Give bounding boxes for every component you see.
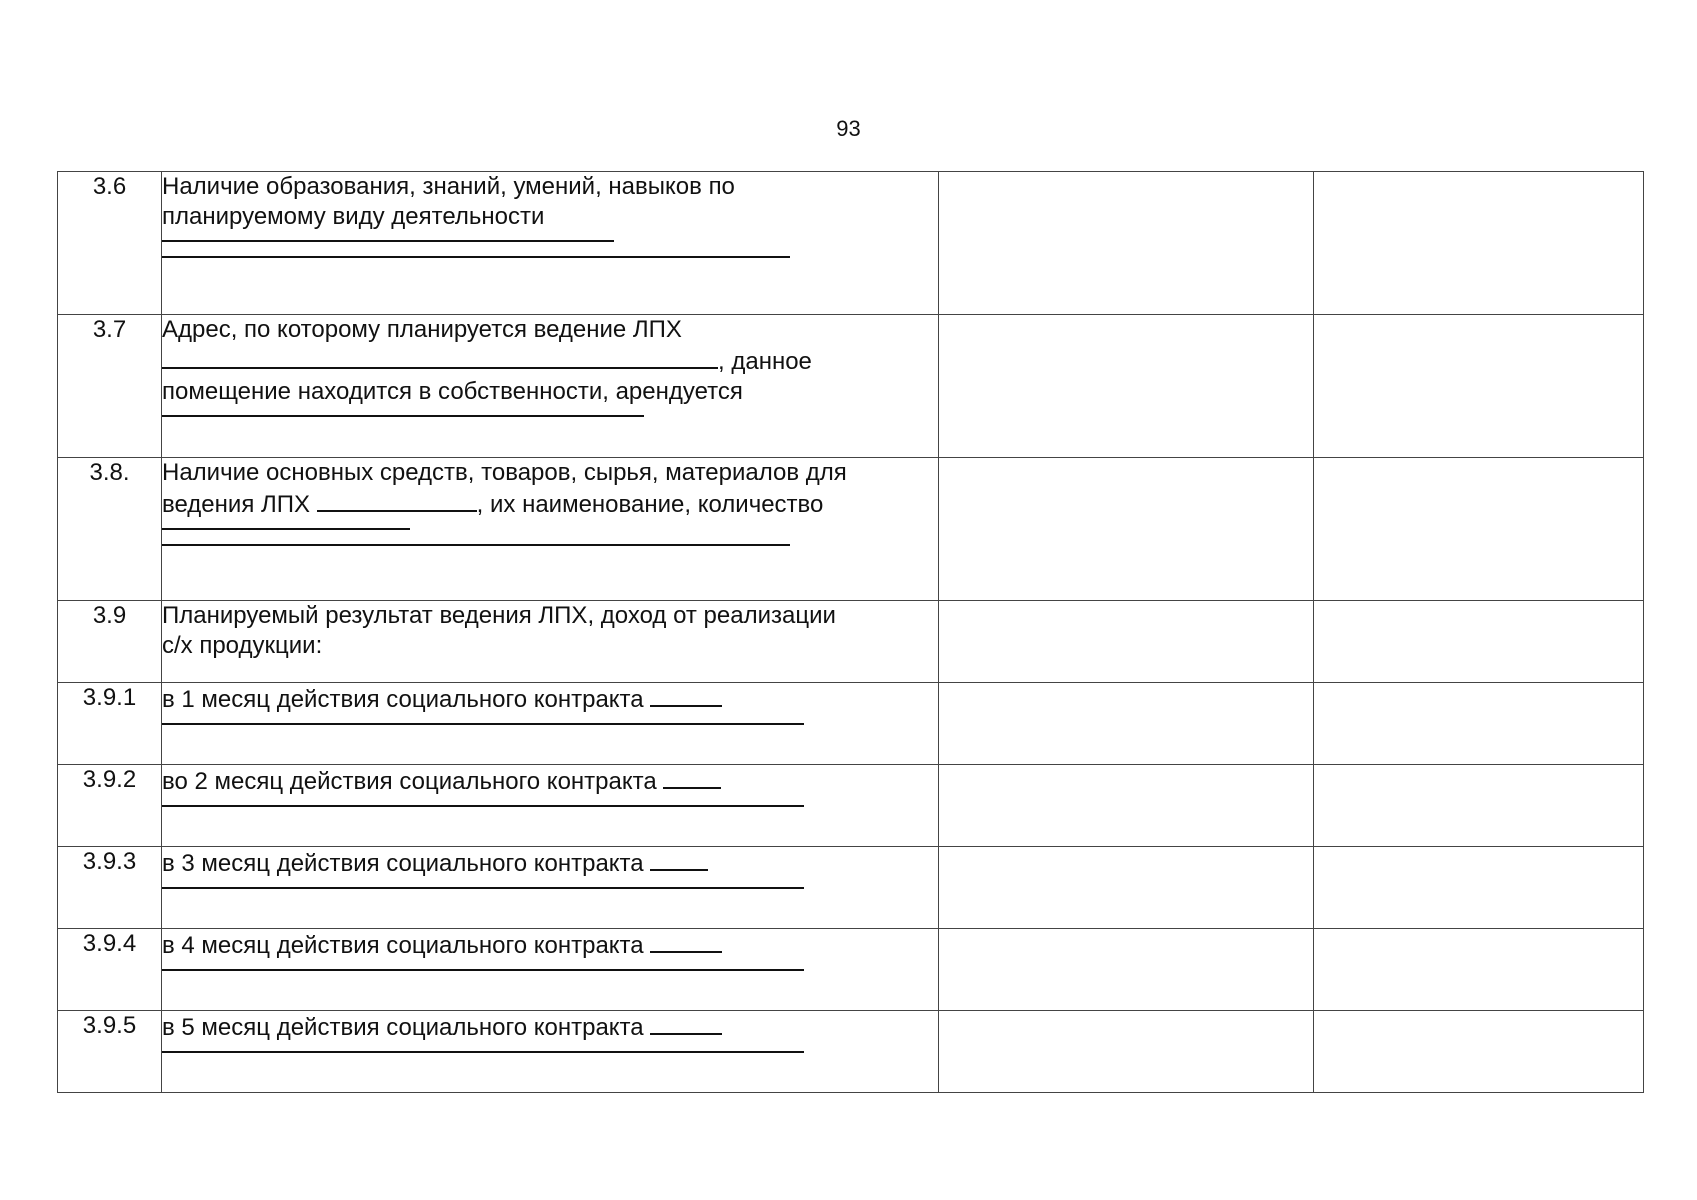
- row-description: [162, 765, 939, 847]
- row-number: 3.7: [58, 315, 162, 458]
- row-text-line: с/х продукции:: [162, 632, 323, 659]
- fill-in-blank-line[interactable]: [162, 1043, 804, 1053]
- fill-in-blank-line[interactable]: [162, 520, 410, 530]
- empty-cell[interactable]: [939, 847, 1314, 929]
- fill-in-blank-line[interactable]: [162, 797, 804, 807]
- row-description: [162, 458, 939, 601]
- row-text-fragment: в 1 месяц действия социального контракта: [162, 686, 644, 713]
- row-text-fragment: в 3 месяц действия социального контракта: [162, 850, 644, 877]
- table-row: [58, 601, 1644, 683]
- table-row: [58, 172, 1644, 315]
- fill-in-blank-line[interactable]: [663, 765, 721, 789]
- table-row: [58, 458, 1644, 601]
- row-description: [162, 601, 939, 683]
- row-text-fragment: ведения ЛПХ: [162, 491, 310, 518]
- fill-in-blank-line[interactable]: [162, 536, 790, 546]
- row-number: 3.9.2: [58, 765, 162, 847]
- fill-in-blank-line[interactable]: [162, 232, 614, 242]
- fill-in-blank-line[interactable]: [317, 488, 477, 512]
- row-description: [162, 847, 939, 929]
- empty-cell[interactable]: [1314, 847, 1644, 929]
- empty-cell[interactable]: [1314, 683, 1644, 765]
- table-row: [58, 929, 1644, 1011]
- row-number: 3.6: [58, 172, 162, 315]
- fill-in-blank-line[interactable]: [650, 847, 708, 871]
- empty-cell[interactable]: [939, 683, 1314, 765]
- table-row: [58, 1011, 1644, 1093]
- row-description: [162, 929, 939, 1011]
- row-text-line: Наличие образования, знаний, умений, навыков по: [162, 173, 735, 200]
- row-number: 3.9.3: [58, 847, 162, 929]
- row-text-line: помещение находится в собственности, арендуется: [162, 378, 743, 405]
- row-text-fragment: во 2 месяц действия социального контракта: [162, 768, 657, 795]
- empty-cell[interactable]: [1314, 765, 1644, 847]
- fill-in-blank-line[interactable]: [162, 345, 718, 369]
- fill-in-blank-line[interactable]: [162, 715, 804, 725]
- empty-cell[interactable]: [1314, 601, 1644, 683]
- empty-cell[interactable]: [939, 1011, 1314, 1093]
- empty-cell[interactable]: [939, 601, 1314, 683]
- fill-in-blank-line[interactable]: [650, 683, 722, 707]
- row-description: [162, 683, 939, 765]
- fill-in-blank-line[interactable]: [162, 248, 790, 258]
- row-text-fragment: , данное: [718, 348, 812, 375]
- empty-cell[interactable]: [939, 315, 1314, 458]
- table-row: [58, 765, 1644, 847]
- row-number: 3.9.1: [58, 683, 162, 765]
- row-text-line: Планируемый результат ведения ЛПХ, доход от реализации: [162, 602, 836, 629]
- empty-cell[interactable]: [939, 458, 1314, 601]
- fill-in-blank-line[interactable]: [162, 407, 644, 417]
- row-text-line: Адрес, по которому планируется ведение ЛПХ: [162, 316, 682, 343]
- empty-cell[interactable]: [1314, 929, 1644, 1011]
- row-text-line: Наличие основных средств, товаров, сырья, материалов для: [162, 459, 847, 486]
- empty-cell[interactable]: [939, 765, 1314, 847]
- row-text-fragment: в 5 месяц действия социального контракта: [162, 1014, 644, 1041]
- row-description: [162, 1011, 939, 1093]
- row-number: 3.8.: [58, 458, 162, 601]
- fill-in-blank-line[interactable]: [162, 879, 804, 889]
- row-text-fragment: в 4 месяц действия социального контракта: [162, 932, 644, 959]
- row-number: 3.9: [58, 601, 162, 683]
- empty-cell[interactable]: [1314, 1011, 1644, 1093]
- table-row: [58, 315, 1644, 458]
- empty-cell[interactable]: [939, 172, 1314, 315]
- row-number: 3.9.4: [58, 929, 162, 1011]
- empty-cell[interactable]: [1314, 172, 1644, 315]
- row-text-fragment: , их наименование, количество: [476, 491, 824, 518]
- row-description: [162, 172, 939, 315]
- fill-in-blank-line[interactable]: [162, 961, 804, 971]
- page-number: 93: [836, 116, 861, 141]
- empty-cell[interactable]: [1314, 315, 1644, 458]
- form-table: [57, 171, 1644, 1093]
- row-text-line: планируемому виду деятельности: [162, 203, 545, 230]
- row-number: 3.9.5: [58, 1011, 162, 1093]
- empty-cell[interactable]: [939, 929, 1314, 1011]
- table-row: [58, 683, 1644, 765]
- row-description: [162, 315, 939, 458]
- fill-in-blank-line[interactable]: [650, 929, 722, 953]
- table-row: [58, 847, 1644, 929]
- empty-cell[interactable]: [1314, 458, 1644, 601]
- fill-in-blank-line[interactable]: [650, 1011, 722, 1035]
